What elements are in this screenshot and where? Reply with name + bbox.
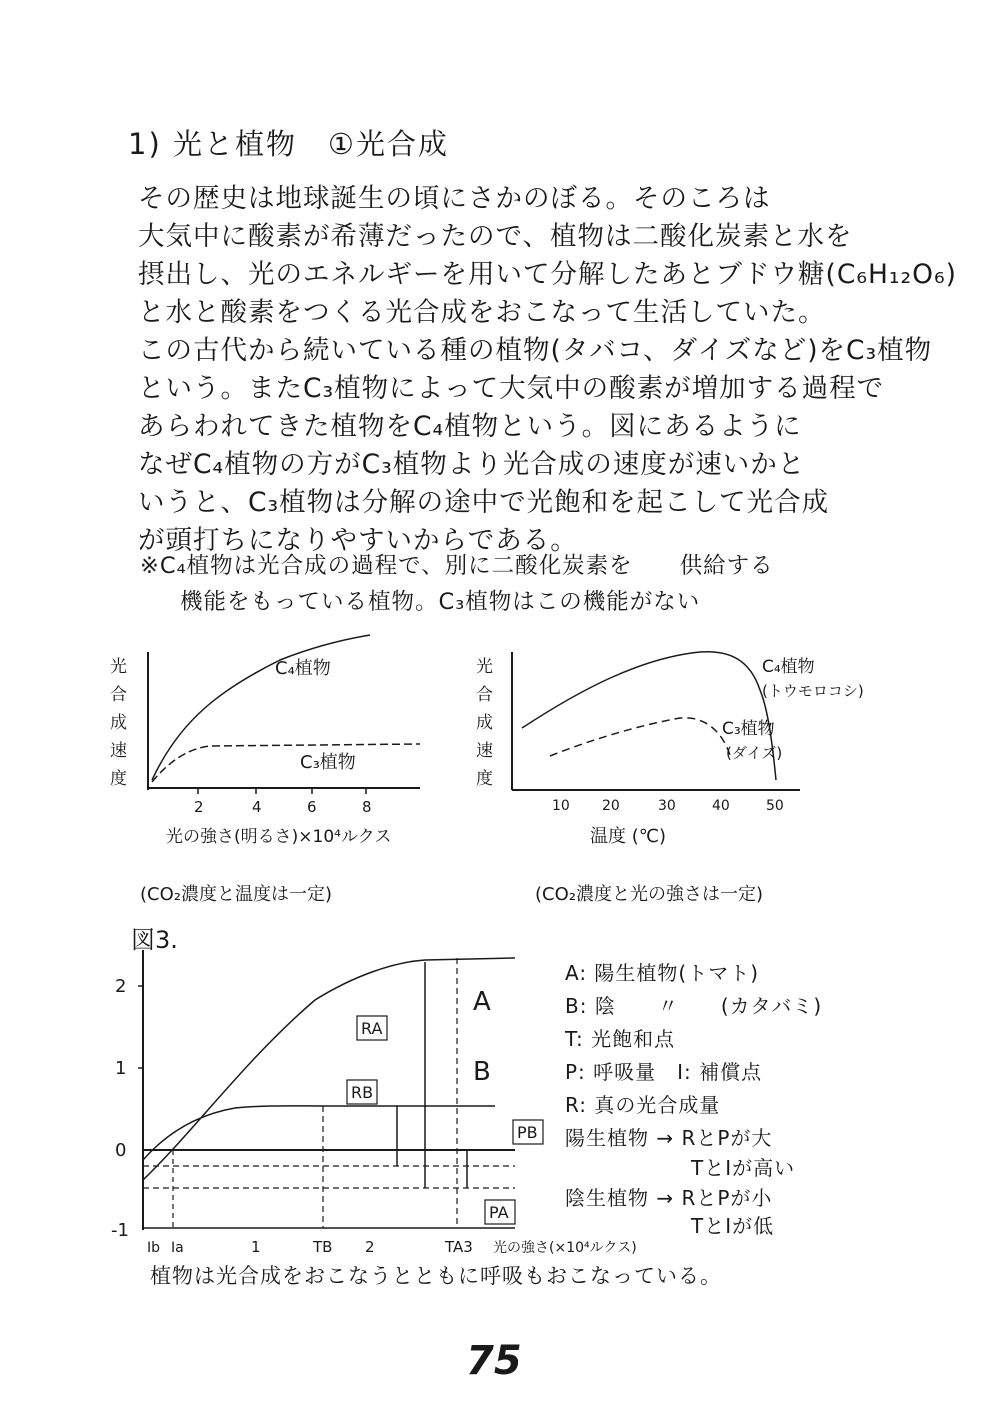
legend-line-7: TとIが高い — [565, 1156, 796, 1180]
graph2-c4-label: C₄植物 — [762, 657, 815, 677]
figure3-xtick-ib: Ib — [147, 1240, 161, 1256]
graph2-ylabel-char: 速 — [476, 741, 493, 761]
legend-line-8: 陰生植物 → RとPが小 — [565, 1186, 773, 1210]
body-line-10: が頭打ちになりやすいからである。 — [138, 525, 578, 556]
footnote-line-2: 機能をもっている植物。C₃植物はこの機能がない — [180, 589, 701, 615]
figure3-xtick-tb: TB — [313, 1238, 333, 1256]
body-line-6: という。またC₃植物によって大気中の酸素が増加する過程で — [138, 373, 885, 404]
graph1-tick-8: 8 — [362, 798, 372, 816]
graph1-condition: (CO₂濃度と温度は一定) — [140, 884, 332, 905]
graph1-tick-6: 6 — [307, 798, 317, 816]
graph1-ylabel-char: 速 — [110, 741, 127, 761]
figure3-box-pa: PA — [489, 1203, 509, 1222]
figure3-xtick-ia: Ia — [171, 1240, 184, 1256]
graph2-tick-30: 30 — [658, 798, 676, 814]
graph1-c3-curve — [152, 744, 420, 782]
graph2-ylabel-char: 合 — [476, 685, 493, 705]
figure3-curve-a — [143, 958, 515, 1180]
figure3-curve-b — [143, 1106, 495, 1160]
figure3-ytick-2: 2 — [115, 976, 127, 997]
graph1-ylabel-char: 度 — [110, 769, 127, 789]
footnote-line-1: ※C₄植物は光合成の過程で、別に二酸化炭素を 供給する — [140, 553, 774, 579]
graph2-tick-10: 10 — [552, 798, 570, 814]
page-number: 75 — [466, 1338, 522, 1384]
graph2-c3-curve — [550, 718, 730, 756]
graph2-tick-20: 20 — [602, 798, 620, 814]
figure3-ytick-1: 1 — [115, 1058, 127, 1079]
graph2-condition: (CO₂濃度と光の強さは一定) — [535, 884, 763, 905]
graph1-tick-2: 2 — [194, 798, 204, 816]
figure3-box-rb: RB — [351, 1083, 374, 1102]
body-line-7: あらわれてきた植物をC₄植物という。図にあるように — [138, 411, 802, 442]
legend-line-6: 陽生植物 → RとPが大 — [565, 1126, 773, 1150]
figure3-ytick-0: 0 — [115, 1140, 127, 1161]
graph1-ylabel-char: 合 — [110, 685, 127, 705]
figure3-x-label: 光の強さ(×10⁴ルクス) — [493, 1240, 637, 1256]
legend-line-5: R: 真の光合成量 — [565, 1093, 721, 1117]
graph2-x-label: 温度 (℃) — [590, 826, 666, 847]
figure3-xtick-2: 2 — [365, 1238, 375, 1256]
legend-line-3: T: 光飽和点 — [565, 1027, 676, 1051]
graph1-y-label — [110, 657, 127, 789]
figure3-xtick-1: 1 — [251, 1238, 261, 1256]
graph-temperature — [460, 630, 880, 910]
body-line-1: その歴史は地球誕生の頃にさかのぼる。そのころは — [138, 183, 771, 214]
legend-line-4: P: 呼吸量 I: 補償点 — [565, 1060, 763, 1084]
figure3-label: 図3. — [131, 926, 178, 954]
figure3-caption: 植物は光合成をおこなうとともに呼吸もおこなっている。 — [150, 1264, 722, 1288]
legend-line-2: B: 陰 〃 (カタバミ) — [565, 994, 823, 1018]
figure3-box-ra: RA — [361, 1019, 383, 1038]
graph2-c3-label: C₃植物 — [722, 719, 775, 739]
legend-line-1: A: 陽生植物(トマト) — [565, 961, 760, 985]
graph2-ylabel-char: 成 — [476, 713, 493, 733]
graph2-tick-50: 50 — [766, 798, 784, 814]
graph1-tick-4: 4 — [252, 798, 262, 816]
graph1-x-label: 光の強さ(明るさ)×10⁴ルクス — [166, 827, 392, 847]
graph1-ylabel-char: 光 — [110, 657, 127, 677]
legend-line-9: TとIが低 — [565, 1214, 775, 1238]
graph2-ylabel-char: 度 — [476, 769, 493, 789]
graph2-y-label — [476, 657, 493, 789]
graph2-c3-sub: (ダイズ) — [726, 744, 783, 762]
figure3-curve-a-label: A — [473, 987, 491, 1017]
graph2-c4-sub: (トウモロコシ) — [762, 682, 864, 700]
body-line-8: なぜC₄植物の方がC₃植物より光合成の速度が速いかと — [138, 449, 806, 480]
graph1-c4-label: C₄植物 — [275, 658, 331, 679]
body-line-4: と水と酸素をつくる光合成をおこなって生活していた。 — [138, 297, 826, 328]
graph-light-intensity — [100, 630, 460, 910]
graph2-tick-40: 40 — [712, 798, 730, 814]
body-line-3: 摂出し、光のエネルギーを用いて分解したあとブドウ糖(C₆H₁₂O₆) — [138, 259, 957, 290]
figure3-xtick-ta3: TA3 — [445, 1238, 473, 1256]
figure3-ytick-m1: -1 — [111, 1220, 129, 1241]
body-line-9: いうと、C₃植物は分解の途中で光飽和を起こして光合成 — [138, 487, 830, 518]
body-line-2: 大気中に酸素が希薄だったので、植物は二酸化炭素と水を — [138, 221, 853, 252]
graph1-c3-label: C₃植物 — [300, 752, 356, 773]
section-heading: 1) 光と植物 ①光合成 — [128, 127, 449, 161]
body-line-5: この古代から続いている種の植物(タバコ、ダイズなど)をC₃植物 — [138, 335, 933, 366]
graph2-ylabel-char: 光 — [476, 657, 493, 677]
figure3-box-pb: PB — [517, 1123, 538, 1142]
figure3-curve-b-label: B — [473, 1057, 491, 1087]
graph1-ylabel-char: 成 — [110, 713, 127, 733]
